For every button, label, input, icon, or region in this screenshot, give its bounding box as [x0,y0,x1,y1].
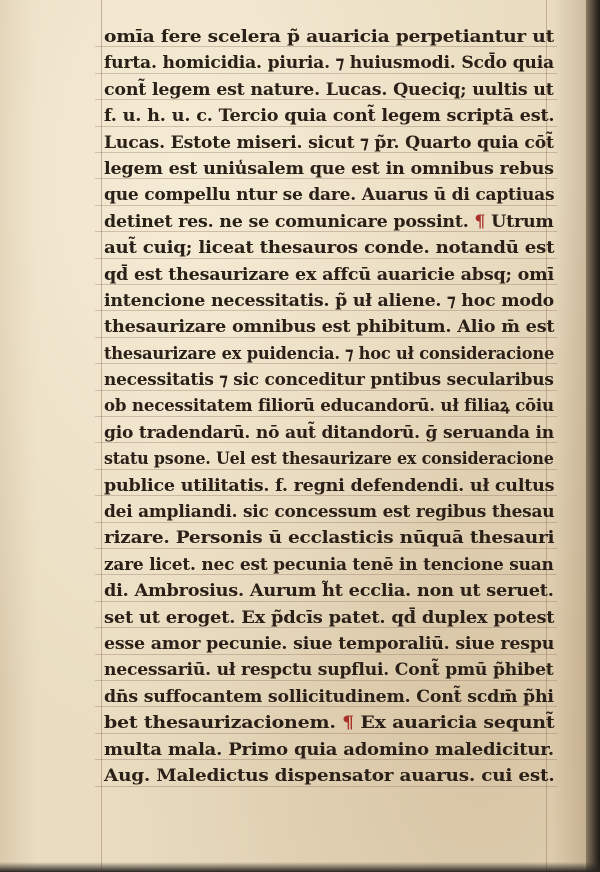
line-text: gio tradendarū. nō aut̃ ditandorū. ḡ seruanda in [104,422,554,442]
manuscript-line [104,103,556,129]
manuscript-line [104,420,556,446]
manuscript-line [104,367,556,393]
line-text: dn̄s suffocantem sollicitudinem. Cont̃ scdm̄ p̃hi [104,686,554,706]
line-text: rizare. Personis ū ecclasticis nūquā thesauri [104,528,555,548]
line-text: set ut eroget. Ex p̃dcīs patet. qd̄ duplex potest [104,607,555,627]
manuscript-line [104,710,556,736]
text-column [104,24,556,789]
manuscript-line [104,763,556,789]
binding-edge [586,0,600,872]
manuscript-line [104,578,556,604]
manuscript-line [104,130,556,156]
line-text: Lucas. Estote miseri. sicut ⁊ p̃r. Quarto quia cōt̃ [104,132,554,152]
line-text: thesaurizare ex puidencia. ⁊ hoc uł consideracione [104,343,555,363]
line-text: furta. homicidia. piuria. ⁊ huiusmodi. Scd̄o quia [104,53,554,73]
line-text [104,710,554,736]
line-text: publice utilitatis. f. regni defendendi. uł cultus [104,475,555,495]
manuscript-line [104,393,556,419]
manuscript-line [104,631,556,657]
manuscript-line [104,314,556,340]
line-text-after-mark: Ex auaricia sequnt̃ [360,713,555,733]
line-text: multa mala. Primo quia adomino maledicitur. [104,739,554,759]
line-text: statu psone. Uel est thesaurizare ex consideracione [104,449,554,469]
manuscript-line [104,50,556,76]
manuscript-line [104,341,556,367]
manuscript-line [104,262,556,288]
manuscript-line [104,552,556,578]
line-text: f. u. h. u. c. Tercio quia cont̃ legem scriptā est. [104,106,555,126]
line-text-after-mark: Utrum [491,211,554,231]
line-text: qd̄ est thesaurizare ex affcū auaricie absq; omī [104,264,554,284]
line-text: di. Ambrosius. Aurum h̃t ecclia. non ut seruet. [104,581,554,601]
line-text: dei ampliandi. sic concessum est regibus thesau [104,502,555,522]
manuscript-line [104,737,556,763]
line-text: Aug. Maledictus dispensator auarus. cui est. [104,765,555,785]
ruling-left [101,0,102,872]
line-text: cont̃ legem est nature. Lucas. Queciq; uultis ut [104,79,554,99]
manuscript-line [104,446,556,472]
manuscript-line [104,77,556,103]
manuscript-line [104,525,556,551]
manuscript-line [104,657,556,683]
line-text: necessitatis ⁊ sic conceditur pntibus secularibus [104,370,554,390]
manuscript-line [104,605,556,631]
line-text: zare licet. nec est pecunia tenē in tencione suan [104,554,554,574]
manuscript-line [104,209,556,235]
line-text: aut̃ cuiq; liceat thesauros conde. notandū est [104,238,555,258]
paragraph-mark: ¶ [474,211,486,231]
line-text [104,209,554,235]
manuscript-line [104,182,556,208]
line-text: que compellu ntur se dare. Auarus ū di captiuas [104,185,555,205]
manuscript-line [104,684,556,710]
manuscript-line [104,499,556,525]
line-text: legem est uniu̾salem que est in omnibus rebus [104,158,554,178]
manuscript-line [104,156,556,182]
manuscript-line [104,288,556,314]
line-text: intencione necessitatis. p̃ uł aliene. ⁊ hoc modo [104,290,555,310]
page-bottom-edge [0,862,600,872]
line-text: omīa fere scelera p̃ auaricia perpetiantur ut [104,27,555,46]
line-text: esse amor pecunie. siue temporaliū. siue respu [104,633,555,653]
manuscript-line [104,473,556,499]
paragraph-mark: ¶ [342,713,354,733]
line-text: thesaurizare omnibus est phibitum. Alio m̄ est [104,317,555,337]
manuscript-line [104,24,556,50]
manuscript-line [104,235,556,261]
line-text: necessariū. uł respctu supflui. Cont̃ pmū p̃hibet [104,660,554,680]
line-text-before-mark: bet thesaurizacionem. [104,713,336,733]
line-text: ob necessitatem filiorū educandorū. uł filiaꝝ cōiu [104,396,554,416]
line-text-before-mark: detinet res. ne se comunicare possint. [104,211,469,231]
